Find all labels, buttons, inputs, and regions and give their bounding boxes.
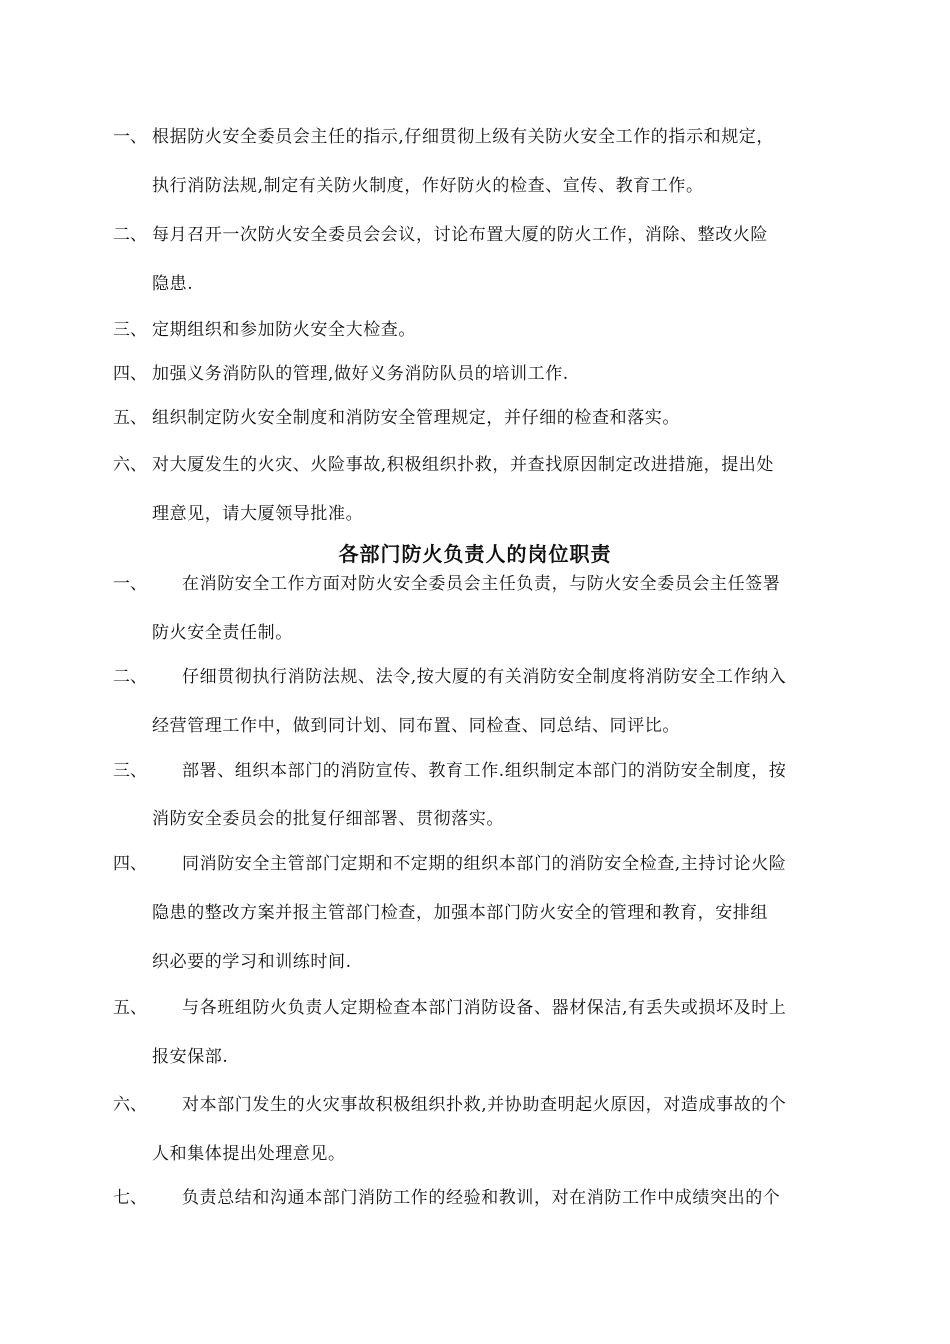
duty-5-number: 五、	[113, 998, 147, 1018]
duty-1-line-2: 防火安全责任制。	[152, 623, 293, 643]
section-title: 各部门防火负责人的岗位职责	[338, 542, 612, 566]
item-4-line-1: 加强义务消防队的管理,做好义务消防队员的培训工作.	[152, 364, 569, 384]
item-4-number: 四、	[113, 364, 147, 384]
duty-4-line-3: 织必要的学习和训练时间.	[152, 952, 352, 972]
item-1-line-1: 根据防火安全委员会主任的指示,仔细贯彻上级有关防火安全工作的指示和规定，	[152, 127, 775, 147]
duty-3-line-1: 部署、组织本部门的消防宣传、教育工作.组织制定本部门的消防安全制度，按	[182, 761, 787, 781]
duty-5-line-2: 报安保部.	[152, 1047, 229, 1067]
duty-4-line-1: 同消防安全主管部门定期和不定期的组织本部门的消防安全检查,主持讨论火险	[182, 854, 787, 874]
item-3-number: 三、	[113, 320, 147, 340]
item-2-line-1: 每月召开一次防火安全委员会会议，讨论布置大厦的防火工作，消除、整改火险	[152, 225, 768, 245]
item-5-line-1: 组织制定防火安全制度和消防安全管理规定，并仔细的检查和落实。	[152, 408, 680, 428]
item-6-line-1: 对大厦发生的火灾、火险事故,积极组织扑救，并查找原因制定改进措施，提出处	[152, 455, 775, 475]
duty-1-number: 一、	[113, 574, 147, 594]
item-5-number: 五、	[113, 408, 147, 428]
duty-7-line-1: 负责总结和沟通本部门消防工作的经验和教训，对在消防工作中成绩突出的个	[182, 1188, 781, 1208]
duty-6-line-1: 对本部门发生的火灾事故积极组织扑救,并协助查明起火原因，对造成事故的个	[182, 1095, 787, 1115]
duty-1-line-1: 在消防安全工作方面对防火安全委员会主任负责，与防火安全委员会主任签署	[182, 574, 781, 594]
item-3-line-1: 定期组织和参加防火安全大检查。	[152, 320, 416, 340]
duty-7-number: 七、	[113, 1188, 147, 1208]
duty-3-line-2: 消防安全委员会的批复仔细部署、贯彻落实。	[152, 809, 504, 829]
item-6-line-2: 理意见，请大厦领导批准。	[152, 504, 364, 524]
item-6-number: 六、	[113, 455, 147, 475]
item-2-line-2: 隐患.	[152, 274, 194, 294]
item-1-line-2: 执行消防法规,制定有关防火制度，作好防火的检查、宣传、教育工作。	[152, 176, 704, 196]
duty-4-line-2: 隐患的整改方案并报主管部门检查，加强本部门防火安全的管理和教育，安排组	[152, 903, 768, 923]
duty-6-line-2: 人和集体提出处理意见。	[152, 1144, 346, 1164]
duty-2-line-1: 仔细贯彻执行消防法规、法令,按大厦的有关消防安全制度将消防安全工作纳入	[182, 667, 787, 687]
duty-4-number: 四、	[113, 854, 147, 874]
duty-5-line-1: 与各班组防火负责人定期检查本部门消防设备、器材保洁,有丢失或损坏及时上	[182, 998, 787, 1018]
duty-2-line-2: 经营管理工作中，做到同计划、同布置、同检查、同总结、同评比。	[152, 716, 680, 736]
item-2-number: 二、	[113, 225, 147, 245]
duty-3-number: 三、	[113, 761, 147, 781]
item-1-number: 一、	[113, 127, 147, 147]
duty-6-number: 六、	[113, 1095, 147, 1115]
duty-2-number: 二、	[113, 667, 147, 687]
